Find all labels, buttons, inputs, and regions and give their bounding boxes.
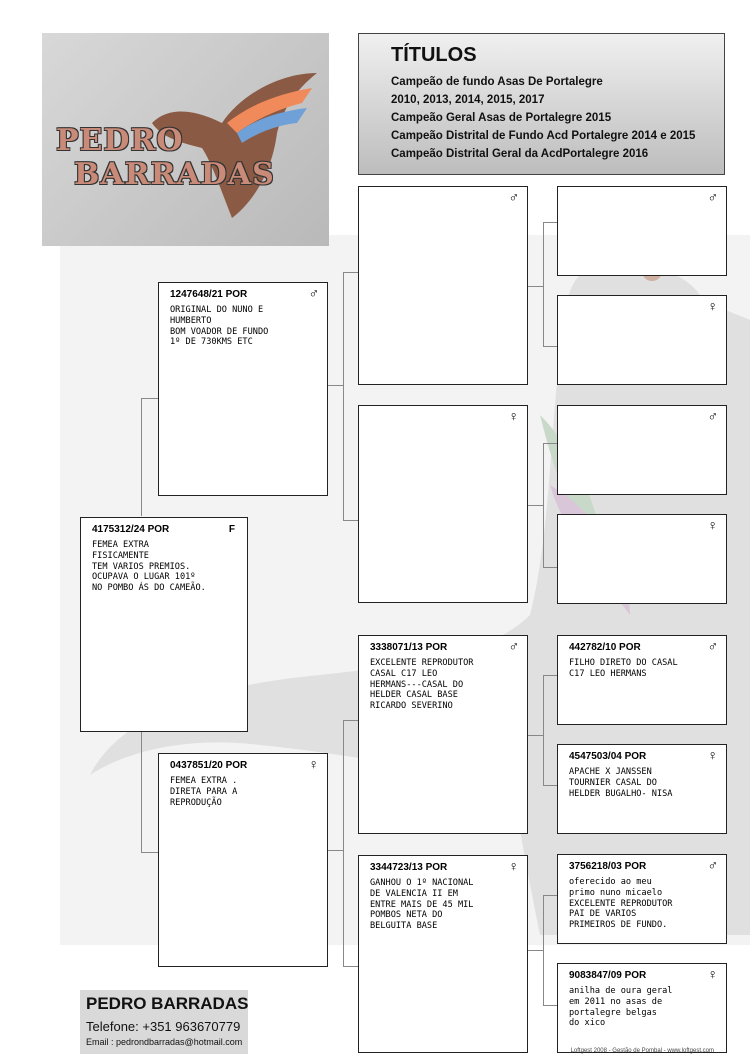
- male-symbol-icon: ♂: [308, 285, 319, 301]
- pedigree-card-g3-2[interactable]: [557, 295, 727, 385]
- connector-line: [141, 398, 142, 516]
- connector-line: [343, 272, 358, 273]
- connector-line: [141, 398, 158, 399]
- female-symbol-icon: ♀: [707, 966, 718, 982]
- logo-text-pedro: PEDRO: [56, 123, 184, 158]
- connector-line: [141, 732, 142, 852]
- female-symbol-icon: ♀: [707, 747, 718, 763]
- female-symbol-icon: ♀: [308, 756, 319, 772]
- pedigree-card-dam-sire[interactable]: [358, 635, 528, 834]
- contact-name: PEDRO BARRADAS: [86, 994, 249, 1013]
- connector-line: [543, 346, 557, 347]
- contact-block: [80, 990, 248, 1054]
- male-symbol-icon: ♂: [508, 189, 519, 205]
- connector-line: [543, 895, 557, 896]
- bird-notes: ORIGINAL DO NUNO E HUMBERTO BOM VOADOR DE FUNDO 1º DE 730KMS ETC: [170, 305, 269, 348]
- titles-heading: TÍTULOS: [391, 44, 477, 66]
- bird-notes: FILHO DIRETO DO CASAL C17 LEO HERMANS: [569, 658, 678, 679]
- bird-notes: anilha de oura geral em 2011 no asas de portalegre belgas do xico: [569, 986, 673, 1029]
- pedigree-card-sire-dam[interactable]: [358, 405, 528, 603]
- ring-number: 0437851/20 POR: [170, 760, 248, 771]
- female-symbol-icon: ♀: [707, 298, 718, 314]
- connector-line: [543, 895, 544, 1005]
- logo: [42, 33, 329, 246]
- male-symbol-icon: ♂: [707, 638, 718, 654]
- connector-line: [343, 720, 344, 966]
- ring-number: 4175312/24 POR: [92, 524, 170, 535]
- pedigree-card-g3-1[interactable]: [557, 186, 727, 276]
- pedigree-card-g3-7[interactable]: [557, 854, 727, 944]
- connector-line: [343, 272, 344, 520]
- pedigree-card-sire-sire[interactable]: [358, 186, 528, 385]
- pedigree-card-g3-8[interactable]: [557, 963, 727, 1053]
- logo-text-barradas: BARRADAS: [74, 157, 275, 192]
- female-symbol-icon: ♀: [707, 517, 718, 533]
- title-line: Campeão Geral Asas de Portalegre 2015: [391, 112, 612, 124]
- connector-line: [528, 286, 543, 287]
- pedigree-card-g3-4[interactable]: [557, 514, 727, 604]
- female-symbol-icon: ♀: [508, 408, 519, 424]
- pedigree-card-subject[interactable]: [80, 517, 248, 732]
- sex-female-label: F: [228, 524, 235, 535]
- bird-notes: APACHE X JANSSEN TOURNIER CASAL DO HELDER BUGALHO- NISA: [569, 767, 673, 799]
- female-symbol-icon: ♀: [508, 858, 519, 874]
- connector-line: [343, 520, 358, 521]
- contact-phone[interactable]: Telefone: +351 963670779: [86, 1019, 241, 1034]
- ring-number: 4547503/04 POR: [569, 751, 647, 762]
- connector-line: [343, 966, 358, 967]
- pedigree-card-sire[interactable]: [158, 282, 328, 496]
- connector-line: [543, 675, 544, 785]
- connector-line: [343, 720, 358, 721]
- titles-panel: [358, 33, 725, 175]
- male-symbol-icon: ♂: [707, 857, 718, 873]
- connector-line: [543, 675, 557, 676]
- pedigree-card-g3-3[interactable]: [557, 405, 727, 495]
- ring-number: 3338071/13 POR: [370, 642, 448, 653]
- male-symbol-icon: ♂: [508, 638, 519, 654]
- title-line: 2010, 2013, 2014, 2015, 2017: [391, 94, 545, 106]
- connector-line: [543, 222, 557, 223]
- connector-line: [543, 1005, 557, 1006]
- bird-notes: FEMEA EXTRA FISICAMENTE TEM VARIOS PREMIOS. OCUPAVA O LUGAR 101º NO POMBO ÁS DO CAMEÃO.: [92, 540, 206, 594]
- ring-number: 3756218/03 POR: [569, 861, 647, 872]
- title-line: Campeão de fundo Asas De Portalegre: [391, 76, 603, 88]
- male-symbol-icon: ♂: [707, 189, 718, 205]
- pedigree-card-g3-5[interactable]: [557, 635, 727, 725]
- title-line: Campeão Distrital de Fundo Acd Portalegre 2014 e 2015: [391, 130, 696, 142]
- bird-notes: GANHOU O 1º NACIONAL DE VALENCIA II EM ENTRE MAIS DE 45 MIL POMBOS NETA DO BELGUITA BASE: [370, 878, 474, 932]
- connector-line: [141, 852, 158, 853]
- connector-line: [543, 222, 544, 346]
- connector-line: [528, 505, 543, 506]
- connector-line: [543, 443, 544, 567]
- connector-line: [543, 567, 557, 568]
- ring-number: 442782/10 POR: [569, 642, 641, 653]
- title-line: Campeão Distrital Geral da AcdPortalegre 2016: [391, 148, 649, 160]
- connector-line: [328, 385, 343, 386]
- pedigree-card-g3-6[interactable]: [557, 744, 727, 834]
- bird-notes: FEMEA EXTRA . DIRETA PARA A REPRODUÇÃO: [170, 776, 238, 808]
- pedigree-card-dam[interactable]: [158, 753, 328, 967]
- connector-line: [543, 443, 557, 444]
- connector-line: [328, 850, 343, 851]
- bird-notes: EXCELENTE REPRODUTOR CASAL C17 LEO HERMANS---CASAL DO HELDER CASAL BASE RICARDO SEVERINO: [370, 658, 474, 712]
- footer-credit: Loftgest 2008 - Gestão de Pombal - www.loftgest.com: [570, 1048, 714, 1054]
- bird-notes: oferecido ao meu primo nuno micaelo EXCELENTE REPRODUTOR PAI DE VARIOS PRIMEIROS DE FUNDO.: [569, 877, 673, 931]
- pedigree-card-dam-dam[interactable]: [358, 855, 528, 1053]
- ring-number: 9083847/09 POR: [569, 970, 647, 981]
- ring-number: 1247648/21 POR: [170, 289, 248, 300]
- male-symbol-icon: ♂: [707, 408, 718, 424]
- connector-line: [528, 735, 543, 736]
- connector-line: [528, 950, 543, 951]
- contact-email[interactable]: Email : pedrondbarradas@hotmail.com: [86, 1037, 243, 1047]
- connector-line: [543, 785, 557, 786]
- ring-number: 3344723/13 POR: [370, 862, 448, 873]
